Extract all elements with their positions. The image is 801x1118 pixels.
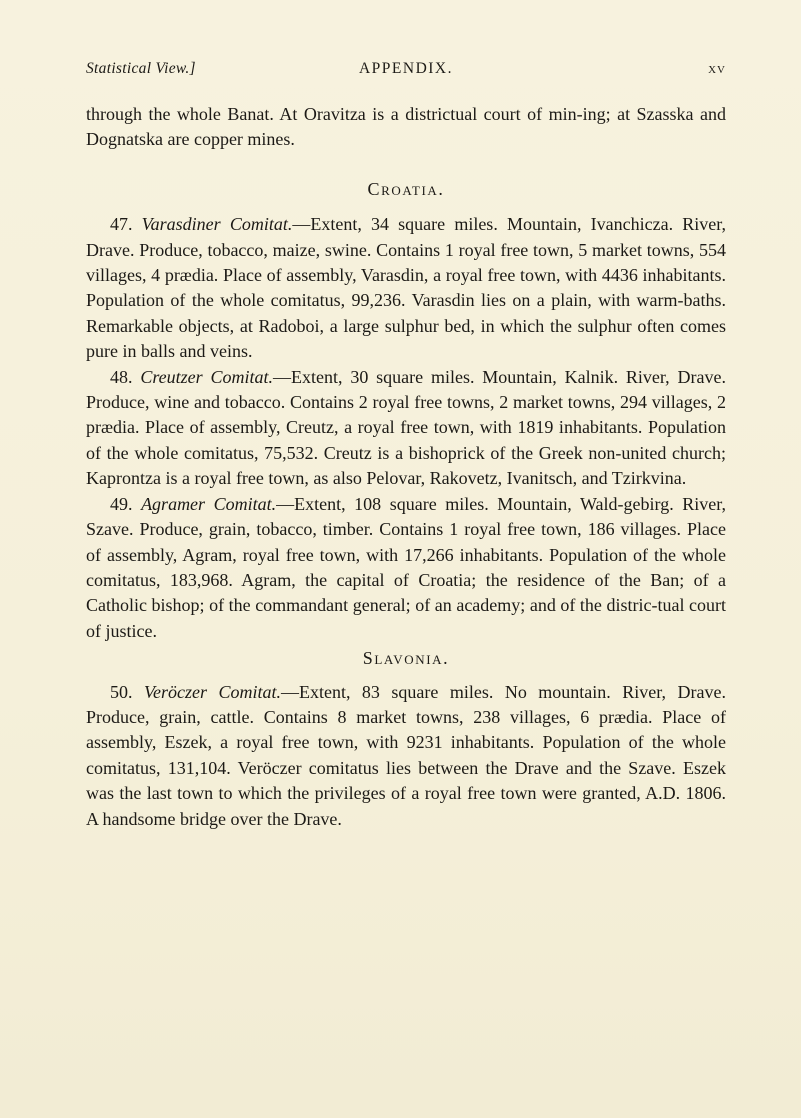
entry-name: Agramer Comitat. (141, 493, 277, 514)
entry-number: 48. (110, 366, 133, 387)
running-head-title: Statistical View.] (86, 60, 196, 77)
entry-47 (86, 212, 726, 364)
entry-name: Creutzer Comitat. (140, 366, 273, 387)
entry-49 (86, 492, 726, 644)
section-heading-croatia: Croatia. (367, 178, 445, 199)
entry-name: Veröczer Comitat. (143, 681, 281, 702)
entry-text: —Extent, 30 square miles. Mountain, Kalnik. River, Drave. Produce, wine and tobacco. Contains 2 royal free towns, 2 market towns, 294 villages, 2 prædia. Place of assembly, Creutz, a royal free town, with 1819 inhabitants. Population of the whole comitatus, 75,532. Creutz is a bishoprick of the Greek non-united church; Kaprontza is a royal free town, as also Pelovar, Rakovetz, Ivanitsch, and Tzirkvina. (86, 366, 726, 489)
section-heading-slavonia: Slavonia. (362, 648, 450, 669)
entry-text: —Extent, 34 square miles. Mountain, Ivanchicza. River, Drave. Produce, tobacco, maize, swine. Contains 1 royal free town, 5 market towns, 554 villages, 4 prædia. Place of assembly, Varasdin, a royal free town, with 4436 inhabitants. Population of the whole comitatus, 99,236. Varasdin lies on a plain, with warm-baths. Remarkable objects, at Radoboi, a large sulphur bed, in which the sulphur often comes pure in balls and veins. (86, 214, 727, 362)
entry-number: 49. (110, 493, 133, 514)
entry-name: Varasdiner Comitat. (141, 214, 293, 235)
page-body (86, 102, 726, 832)
running-head-appendix: APPENDIX. (358, 60, 454, 77)
entry-number: 50. (110, 681, 133, 702)
running-head (86, 60, 726, 84)
entry-number: 47. (110, 214, 133, 235)
entry-50 (86, 680, 726, 832)
entry-text: —Extent, 108 square miles. Mountain, Wald-gebirg. River, Szave. Produce, grain, tobacco, timber. Contains 1 royal free town, 186 villages. Place of assembly, Agram, royal free town, with 17,266 inhabitants. Population of the whole comitatus, 183,968. Agram, the capital of Croatia; the residence of the Ban; of a Catholic bishop; of the commandant general; of an academy; and of the distric-tual court of justice. (86, 493, 727, 641)
entry-48 (86, 365, 726, 492)
intro-paragraph: through the whole Banat. At Oravitza is a districtual court of min-ing; at Szasska and Dognatska are copper mines. (86, 104, 726, 150)
page-number: xv (708, 60, 726, 77)
entry-text: —Extent, 83 square miles. No mountain. River, Drave. Produce, grain, cattle. Contains 8 market towns, 238 villages, 6 prædia. Place of assembly, Eszek, a royal free town, with 9231 inhabitants. Population of the whole comitatus, 131,104. Veröczer comitatus lies between the Drave and the Szave. Eszek was the last town to which the privileges of a royal free town were granted, A.D. 1806. A handsome bridge over the Drave. (86, 681, 726, 829)
